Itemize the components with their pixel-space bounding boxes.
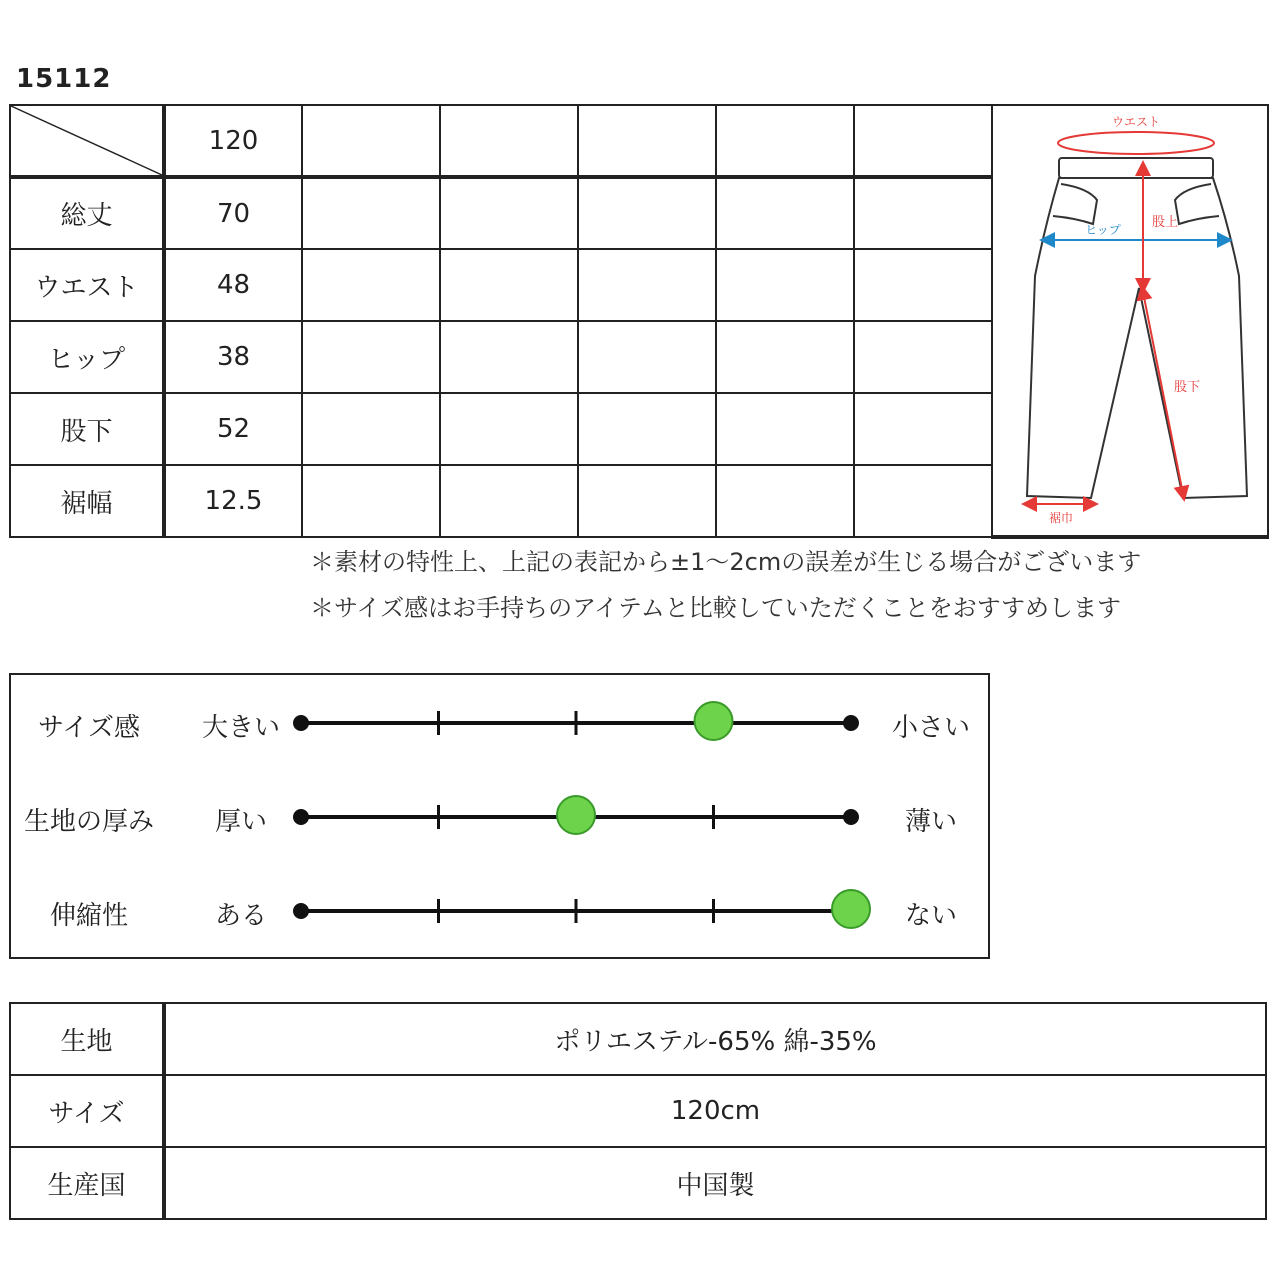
pants-illustration-cell (992, 105, 1268, 537)
diagonal-line (11, 106, 162, 175)
empty-cell (716, 465, 854, 537)
empty-cell (854, 465, 992, 537)
feel-scale (281, 693, 881, 753)
empty-cell (440, 105, 578, 177)
spec-value: 中国製 (164, 1147, 1266, 1219)
empty-cell (440, 393, 578, 465)
pants-outline (1027, 158, 1247, 498)
empty-cell (716, 105, 854, 177)
product-code: 15112 (16, 64, 112, 94)
spec-row (10, 1075, 1266, 1147)
empty-cell (302, 249, 440, 321)
feel-left-label: ある (214, 901, 267, 931)
spec-value: 120cm (164, 1075, 1266, 1147)
size-header-cell: 120 (164, 105, 302, 177)
empty-cell (854, 321, 992, 393)
empty-cell (440, 177, 578, 249)
empty-cell (854, 105, 992, 177)
feel-left-label: 厚い (214, 807, 267, 837)
empty-cell (716, 321, 854, 393)
feel-right-label: ない (904, 901, 957, 931)
feel-label: サイズ感 (38, 713, 140, 743)
feel-right-label: 薄い (904, 807, 957, 837)
scale-marker (557, 796, 595, 834)
diagonal-corner-cell (10, 105, 164, 177)
empty-cell (578, 177, 716, 249)
feel-row-size (11, 693, 988, 753)
empty-cell (440, 249, 578, 321)
note-tolerance: ＊素材の特性上、上記の表記から±1〜2cmの誤差が生じる場合がございます (310, 548, 1142, 576)
row-value: 48 (164, 249, 302, 321)
inseam-label: 股下 (1173, 380, 1201, 395)
spec-row (10, 1003, 1266, 1075)
feel-label: 生地の厚み (23, 807, 154, 837)
empty-cell (578, 249, 716, 321)
feel-scale (281, 881, 881, 941)
empty-cell (854, 177, 992, 249)
empty-cell (854, 249, 992, 321)
rise-label: 股上 (1151, 215, 1179, 230)
scale-endpoint (293, 809, 309, 825)
hem-label: 裾巾 (1048, 511, 1074, 525)
empty-cell (440, 321, 578, 393)
empty-cell (440, 465, 578, 537)
empty-cell (302, 465, 440, 537)
empty-cell (578, 465, 716, 537)
empty-cell (716, 249, 854, 321)
empty-cell (578, 105, 716, 177)
row-label: 総丈 (10, 177, 164, 249)
feel-row-stretch (11, 881, 988, 941)
row-value: 12.5 (164, 465, 302, 537)
row-label: 裾幅 (10, 465, 164, 537)
spec-label: 生産国 (10, 1147, 164, 1219)
empty-cell (854, 393, 992, 465)
scale-marker (695, 702, 733, 740)
feel-box (9, 673, 990, 959)
empty-cell (302, 393, 440, 465)
feel-label: 伸縮性 (49, 901, 128, 931)
spec-row (10, 1147, 1266, 1219)
note-compare: ＊サイズ感はお手持ちのアイテムと比較していただくことをおすすめします (310, 594, 1121, 622)
empty-cell (302, 321, 440, 393)
pants-diagram (993, 106, 1269, 538)
row-value: 52 (164, 393, 302, 465)
size-table (9, 104, 1269, 539)
waist-label: ウエスト (1111, 115, 1161, 129)
empty-cell (302, 105, 440, 177)
scale-endpoint (293, 715, 309, 731)
hip-label: ヒップ (1085, 223, 1121, 237)
scale-endpoint (843, 715, 859, 731)
spec-value: ポリエステル-65% 綿-35% (164, 1003, 1266, 1075)
spec-table (9, 1002, 1267, 1220)
row-label: ウエスト (10, 249, 164, 321)
row-value: 38 (164, 321, 302, 393)
row-value: 70 (164, 177, 302, 249)
empty-cell (716, 177, 854, 249)
feel-left-label: 大きい (201, 713, 280, 743)
feel-right-label: 小さい (891, 713, 970, 743)
spec-label: サイズ (10, 1075, 164, 1147)
waist-arrow (1058, 132, 1214, 154)
empty-cell (578, 393, 716, 465)
feel-scale (281, 787, 881, 847)
scale-endpoint (293, 903, 309, 919)
row-label: 股下 (10, 393, 164, 465)
empty-cell (302, 177, 440, 249)
size-table-header-row (10, 105, 1268, 177)
empty-cell (716, 393, 854, 465)
scale-marker (832, 890, 870, 928)
row-label: ヒップ (10, 321, 164, 393)
spec-label: 生地 (10, 1003, 164, 1075)
feel-row-thickness (11, 787, 988, 847)
empty-cell (578, 321, 716, 393)
scale-endpoint (843, 809, 859, 825)
